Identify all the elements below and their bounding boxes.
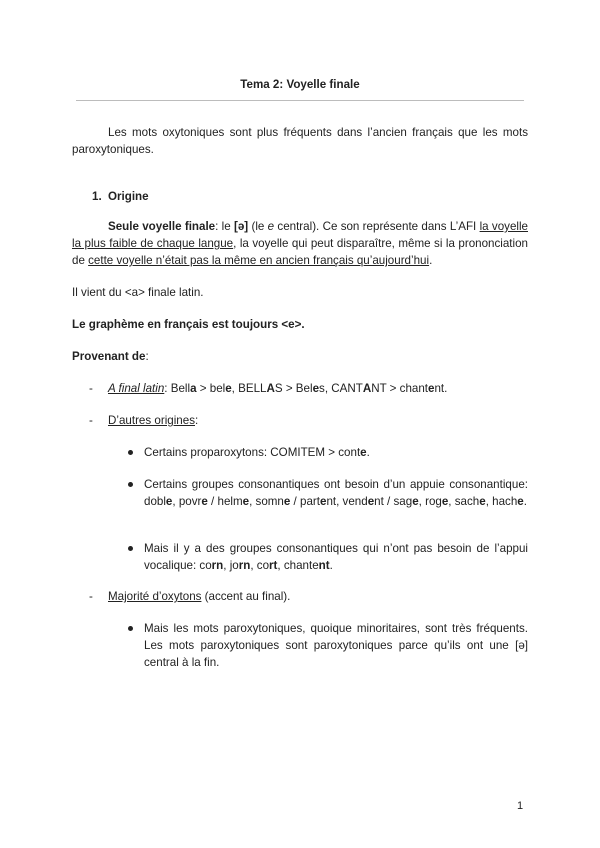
highlighted-letters: e	[517, 495, 524, 508]
dash-marker: -	[89, 414, 93, 427]
text-segment: nt / sag	[374, 495, 413, 508]
text-segment: .	[329, 559, 333, 572]
highlighted-letters: A	[362, 382, 372, 395]
highlighted-letters: e	[360, 446, 367, 459]
text-segment: (accent au final).	[201, 590, 291, 603]
text-segment: .	[523, 495, 527, 508]
text-segment: , sach	[448, 495, 480, 508]
text-segment: NT > chant	[371, 382, 429, 395]
text-segment: , chante	[277, 559, 319, 572]
text-segment: Certains proparoxytons: COMITEM > cont	[144, 446, 361, 459]
section-number: 1.	[92, 190, 102, 203]
item-examples	[164, 382, 447, 395]
highlighted-letters: e	[428, 382, 435, 395]
section-heading: Origine	[108, 190, 149, 203]
page-number: 1	[517, 800, 524, 812]
highlighted-letters: e	[225, 382, 232, 395]
text-segment: , hach	[485, 495, 518, 508]
bullet-marker	[128, 444, 136, 450]
item-label: Majorité d’oxytons	[108, 590, 202, 603]
provenant-line	[72, 348, 528, 365]
provenant-label: Provenant de	[72, 350, 146, 363]
item-label: A final latin	[108, 382, 165, 395]
text-segment: .	[429, 254, 433, 267]
highlighted-letters: e	[165, 495, 173, 508]
highlighted-letters: e	[441, 495, 449, 508]
list-item-autres-origines	[108, 412, 528, 429]
text-segment: central). Ce son représente dans L’AFI	[274, 220, 480, 233]
underlined-phrase: la voyelle la plus faible de chaque langue	[72, 220, 528, 250]
text-segment: .	[366, 446, 370, 459]
title-divider	[76, 100, 524, 101]
highlighted-letters: rn	[211, 559, 224, 572]
list-item-final-latin	[108, 380, 528, 397]
text-segment: / part	[290, 495, 320, 508]
text-segment: , la voyelle qui peut disparaître, même si la prononciation de	[72, 237, 528, 267]
highlighted-letters: e	[242, 495, 250, 508]
definition-paragraph	[72, 218, 528, 269]
text-segment: :	[195, 414, 199, 427]
highlighted-letters: a	[190, 382, 197, 395]
text-segment: Certains groupes consonantiques ont besoin d’un appuie consonantique: dobl	[144, 478, 528, 508]
text-segment: , povr	[172, 495, 202, 508]
bullet-marker	[128, 540, 136, 546]
highlighted-letters: e	[201, 495, 208, 508]
text-segment: , BELL	[231, 382, 267, 395]
text-segment: (le	[248, 220, 268, 233]
text-segment: , jo	[223, 559, 239, 572]
dash-marker: -	[89, 382, 93, 395]
text-segment: nt, vend	[326, 495, 368, 508]
underlined-phrase: cette voyelle n’était pas la même en ancien français qu’aujourd’hui	[88, 254, 430, 267]
text-segment: S > Bel	[274, 382, 313, 395]
bullet-proparoxytons	[144, 444, 528, 461]
text-segment: :	[145, 350, 149, 363]
highlighted-letters: rn	[238, 559, 251, 572]
document-title: Tema 2: Voyelle finale	[240, 78, 360, 91]
text-segment: , rog	[418, 495, 442, 508]
list-item-oxytons	[108, 588, 528, 605]
latin-origin-line: Il vient du <a> finale latin.	[72, 286, 204, 299]
highlighted-letters: e	[312, 382, 320, 395]
bullet-marker	[128, 476, 136, 482]
schwa-symbol: [ə]	[233, 220, 249, 233]
bullet-paroxytoniques: Mais les mots paroxytoniques, quoique minoritaires, sont très fréquents. Les mots paroxytoniques sont paroxytoniques parce qu’ils ont une [ə] central à la fin.	[144, 622, 528, 669]
text-segment: / helm	[207, 495, 243, 508]
bullet-groupes-consonantiques	[144, 476, 528, 510]
dash-marker: -	[89, 590, 93, 603]
highlighted-letters: rt	[269, 559, 278, 572]
intro-paragraph: Les mots oxytoniques sont plus fréquents dans l’ancien français que les mots paroxytoniques.	[72, 126, 528, 156]
text-segment: , co	[250, 559, 270, 572]
bullet-appui-vocalique	[144, 540, 528, 574]
highlighted-letters: e	[479, 495, 486, 508]
text-segment: s, CANT	[319, 382, 363, 395]
highlighted-letters: e	[319, 495, 327, 508]
highlighted-letters: nt	[318, 559, 330, 572]
text-segment: : le	[215, 220, 234, 233]
bullet-marker	[128, 620, 136, 626]
text-segment: , somn	[249, 495, 284, 508]
highlighted-letters: e	[283, 495, 291, 508]
lead-term: Seule voyelle finale	[108, 220, 216, 233]
highlighted-letters: e	[367, 495, 375, 508]
text-segment: : Bell	[164, 382, 191, 395]
text-segment: > bel	[196, 382, 226, 395]
italic-e: e	[267, 220, 275, 233]
grapheme-line: Le graphème en français est toujours <e>.	[72, 318, 305, 331]
highlighted-letters: e	[412, 495, 419, 508]
highlighted-letters: A	[266, 382, 275, 395]
item-label: D’autres origines	[108, 414, 195, 427]
text-segment: nt.	[434, 382, 448, 395]
text-segment: Mais il y a des groupes consonantiques qui n’ont pas besoin de l’appui vocalique: co	[144, 542, 528, 572]
